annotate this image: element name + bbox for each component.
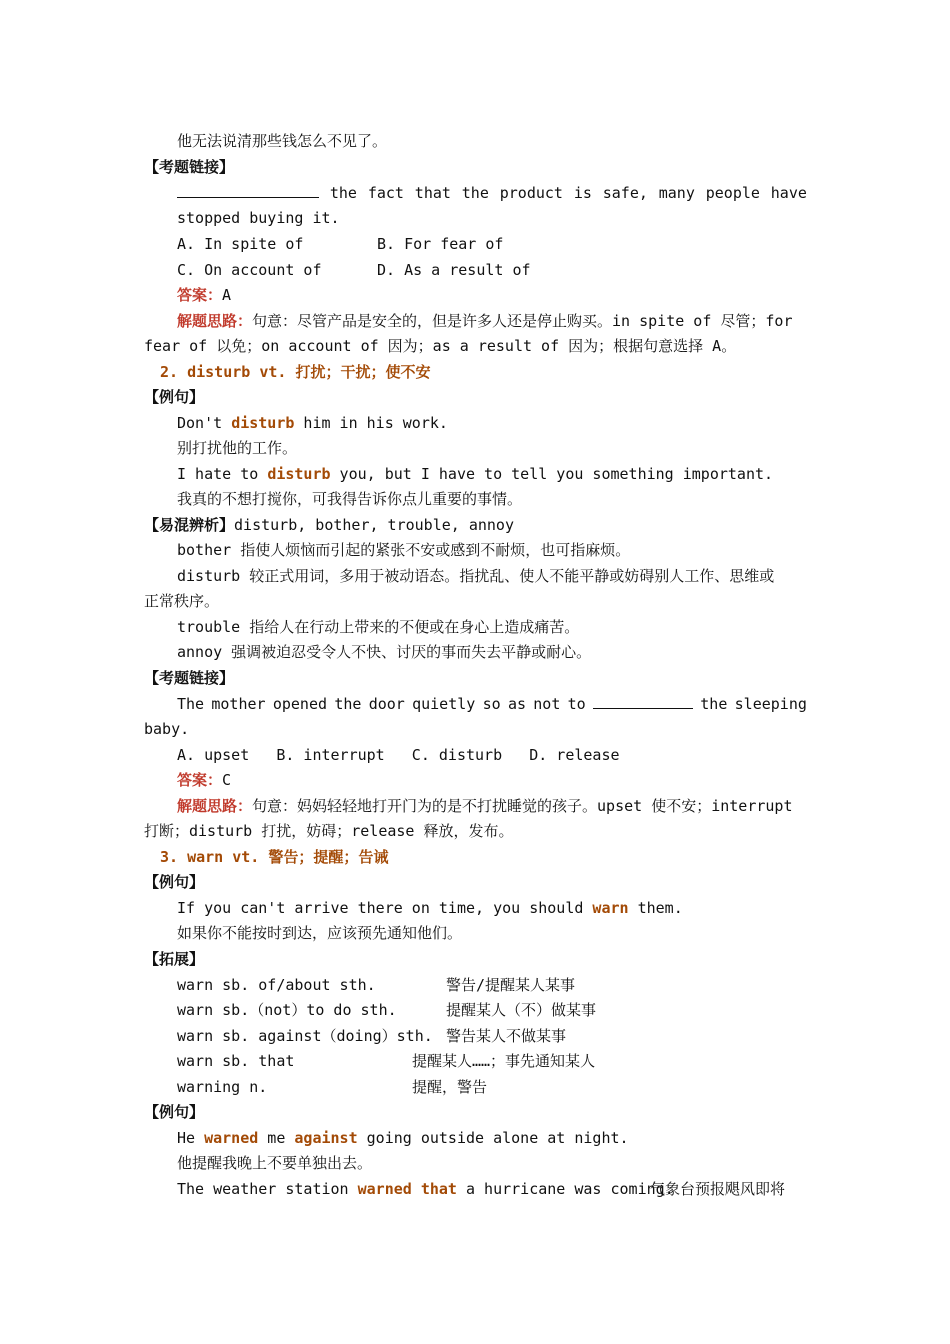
explanation-line2: fear of 以免；on account of 因为；as a result of 因为；根据句意选择 A。 [144,337,737,355]
keyword: disturb [267,465,331,483]
example-sentence [177,464,773,484]
answer-value: A [222,286,232,304]
explanation-text: 句意：尽管产品是安全的，但是许多人还是停止购买。in spite of 尽管；for [252,312,793,330]
text: a hurricane was coming. [456,1180,674,1198]
extension-meaning: 提醒，警告 [412,1078,488,1096]
keyword: warned that [357,1180,457,1198]
word: opened [272,695,328,713]
example-translation: 如果你不能按时到达，应该预先通知他们。 [177,924,463,942]
extension-phrase: warning n. [177,1078,268,1096]
word: to [567,695,586,713]
disturb-description: disturb 较正式用词，多用于被动语态。指扰乱、使人不能平静或妨碍别人工作、思维或 [177,567,775,585]
example-translation: 气象台预报飓风即将 [650,1180,786,1198]
explanation-text: 句意：妈妈轻轻地打开门为的是不打扰睡觉的孩子。upset 使不安；interrupt [252,797,793,815]
word: that [414,184,451,202]
question2-line1 [177,694,807,714]
section-header-extension: 【拓展】 [144,950,205,968]
word: mother [211,695,266,713]
example-sentence [177,898,683,918]
text: them. [628,899,683,917]
word: many [658,184,695,202]
section-title-disturb: 2. disturb vt. 打扰；干扰；使不安 [160,363,431,381]
example-sentence [177,1128,629,1148]
text: I hate to [177,465,268,483]
text: me [258,1129,295,1147]
option-d: D. As a result of [377,261,531,279]
example-sentence [177,1179,674,1199]
explanation-line1 [177,796,792,816]
option-c: C. On account of [177,261,322,279]
word: The [177,695,205,713]
explanation-line1 [177,311,792,331]
word: the [334,695,362,713]
word: have [770,184,807,202]
example-translation: 我真的不想打搅你，可我得告诉你点儿重要的事情。 [177,490,523,508]
section-header-example: 【例句】 [144,1103,205,1121]
word: the [329,184,357,202]
section-header-example: 【例句】 [144,873,205,891]
answer-blank [593,694,693,709]
word: not [533,695,561,713]
text: He [177,1129,205,1147]
text: him in his work. [294,414,448,432]
trouble-description: trouble 指给人在行动上带来的不便或在身心上造成痛苦。 [177,618,580,636]
confusable-line [144,515,514,535]
explanation-line2: 打断；disturb 打扰，妨碍；release 释放，发布。 [144,822,514,840]
word: people [705,184,760,202]
keyword: warn [592,899,629,917]
example-translation: 他提醒我晚上不要单独出去。 [177,1154,373,1172]
section-header-exam-link: 【考题链接】 [144,669,235,687]
word: so [482,695,501,713]
text: going outside alone at night. [357,1129,629,1147]
extension-meaning: 警告某人不做某事 [446,1027,567,1045]
option-a: A. In spite of [177,235,304,253]
example-translation: 别打扰他的工作。 [177,439,298,457]
explanation-label: 解题思路： [177,797,253,815]
section-header-confusable: 【易混辨析】 [144,516,235,534]
text: The weather station [177,1180,358,1198]
word: product [499,184,563,202]
annoy-description: annoy 强调被迫忍受令人不快、讨厌的事而失去平静或耐心。 [177,643,592,661]
explanation-label: 解题思路： [177,312,253,330]
word: sleeping [734,695,807,713]
option-b: B. For fear of [377,235,504,253]
text: Don't [177,414,232,432]
answer-label: 答案： [177,771,223,789]
keyword: against [294,1129,358,1147]
confusable-words: disturb, bother, trouble, annoy [234,516,514,534]
extension-meaning: 提醒某人（不）做某事 [446,1001,597,1019]
answer-value: C [222,771,232,789]
word: the [700,695,728,713]
extension-phrase: warn sb.（not）to do sth. [177,1001,397,1019]
keyword: disturb [231,414,295,432]
section-title-warn: 3. warn vt. 警告；提醒；告诫 [160,848,389,866]
word: door [368,695,405,713]
bother-description: bother 指使人烦恼而引起的紧张不安或感到不耐烦，也可指麻烦。 [177,541,631,559]
word: safe, [602,184,648,202]
answer-line [177,285,231,305]
keyword: warned [204,1129,259,1147]
chinese-sentence: 他无法说清那些钱怎么不见了。 [177,132,388,150]
question1-line2: stopped buying it. [177,209,340,227]
answer-label: 答案： [177,286,223,304]
word: quietly [412,695,476,713]
word: is [573,184,592,202]
section-header-example: 【例句】 [144,388,205,406]
word: as [507,695,526,713]
answer-blank [177,183,319,198]
extension-phrase: warn sb. that [177,1052,295,1070]
text: you, but I have to tell you something important. [330,465,774,483]
extension-meaning: 提醒某人……；事先通知某人 [412,1052,596,1070]
extension-meaning: 警告/提醒某人某事 [446,976,576,994]
section-header-exam-link: 【考题链接】 [144,158,235,176]
disturb-description-cont: 正常秩序。 [144,592,220,610]
word: the [461,184,489,202]
answer-line [177,770,231,790]
question2-options: A. upset B. interrupt C. disturb D. release [177,746,620,764]
question2-line2: baby. [144,720,190,738]
text: If you can't arrive there on time, you should [177,899,593,917]
extension-phrase: warn sb. against（doing）sth. [177,1027,433,1045]
word: fact [367,184,404,202]
question1-line1 [177,183,807,203]
extension-phrase: warn sb. of/about sth. [177,976,376,994]
example-sentence [177,413,448,433]
